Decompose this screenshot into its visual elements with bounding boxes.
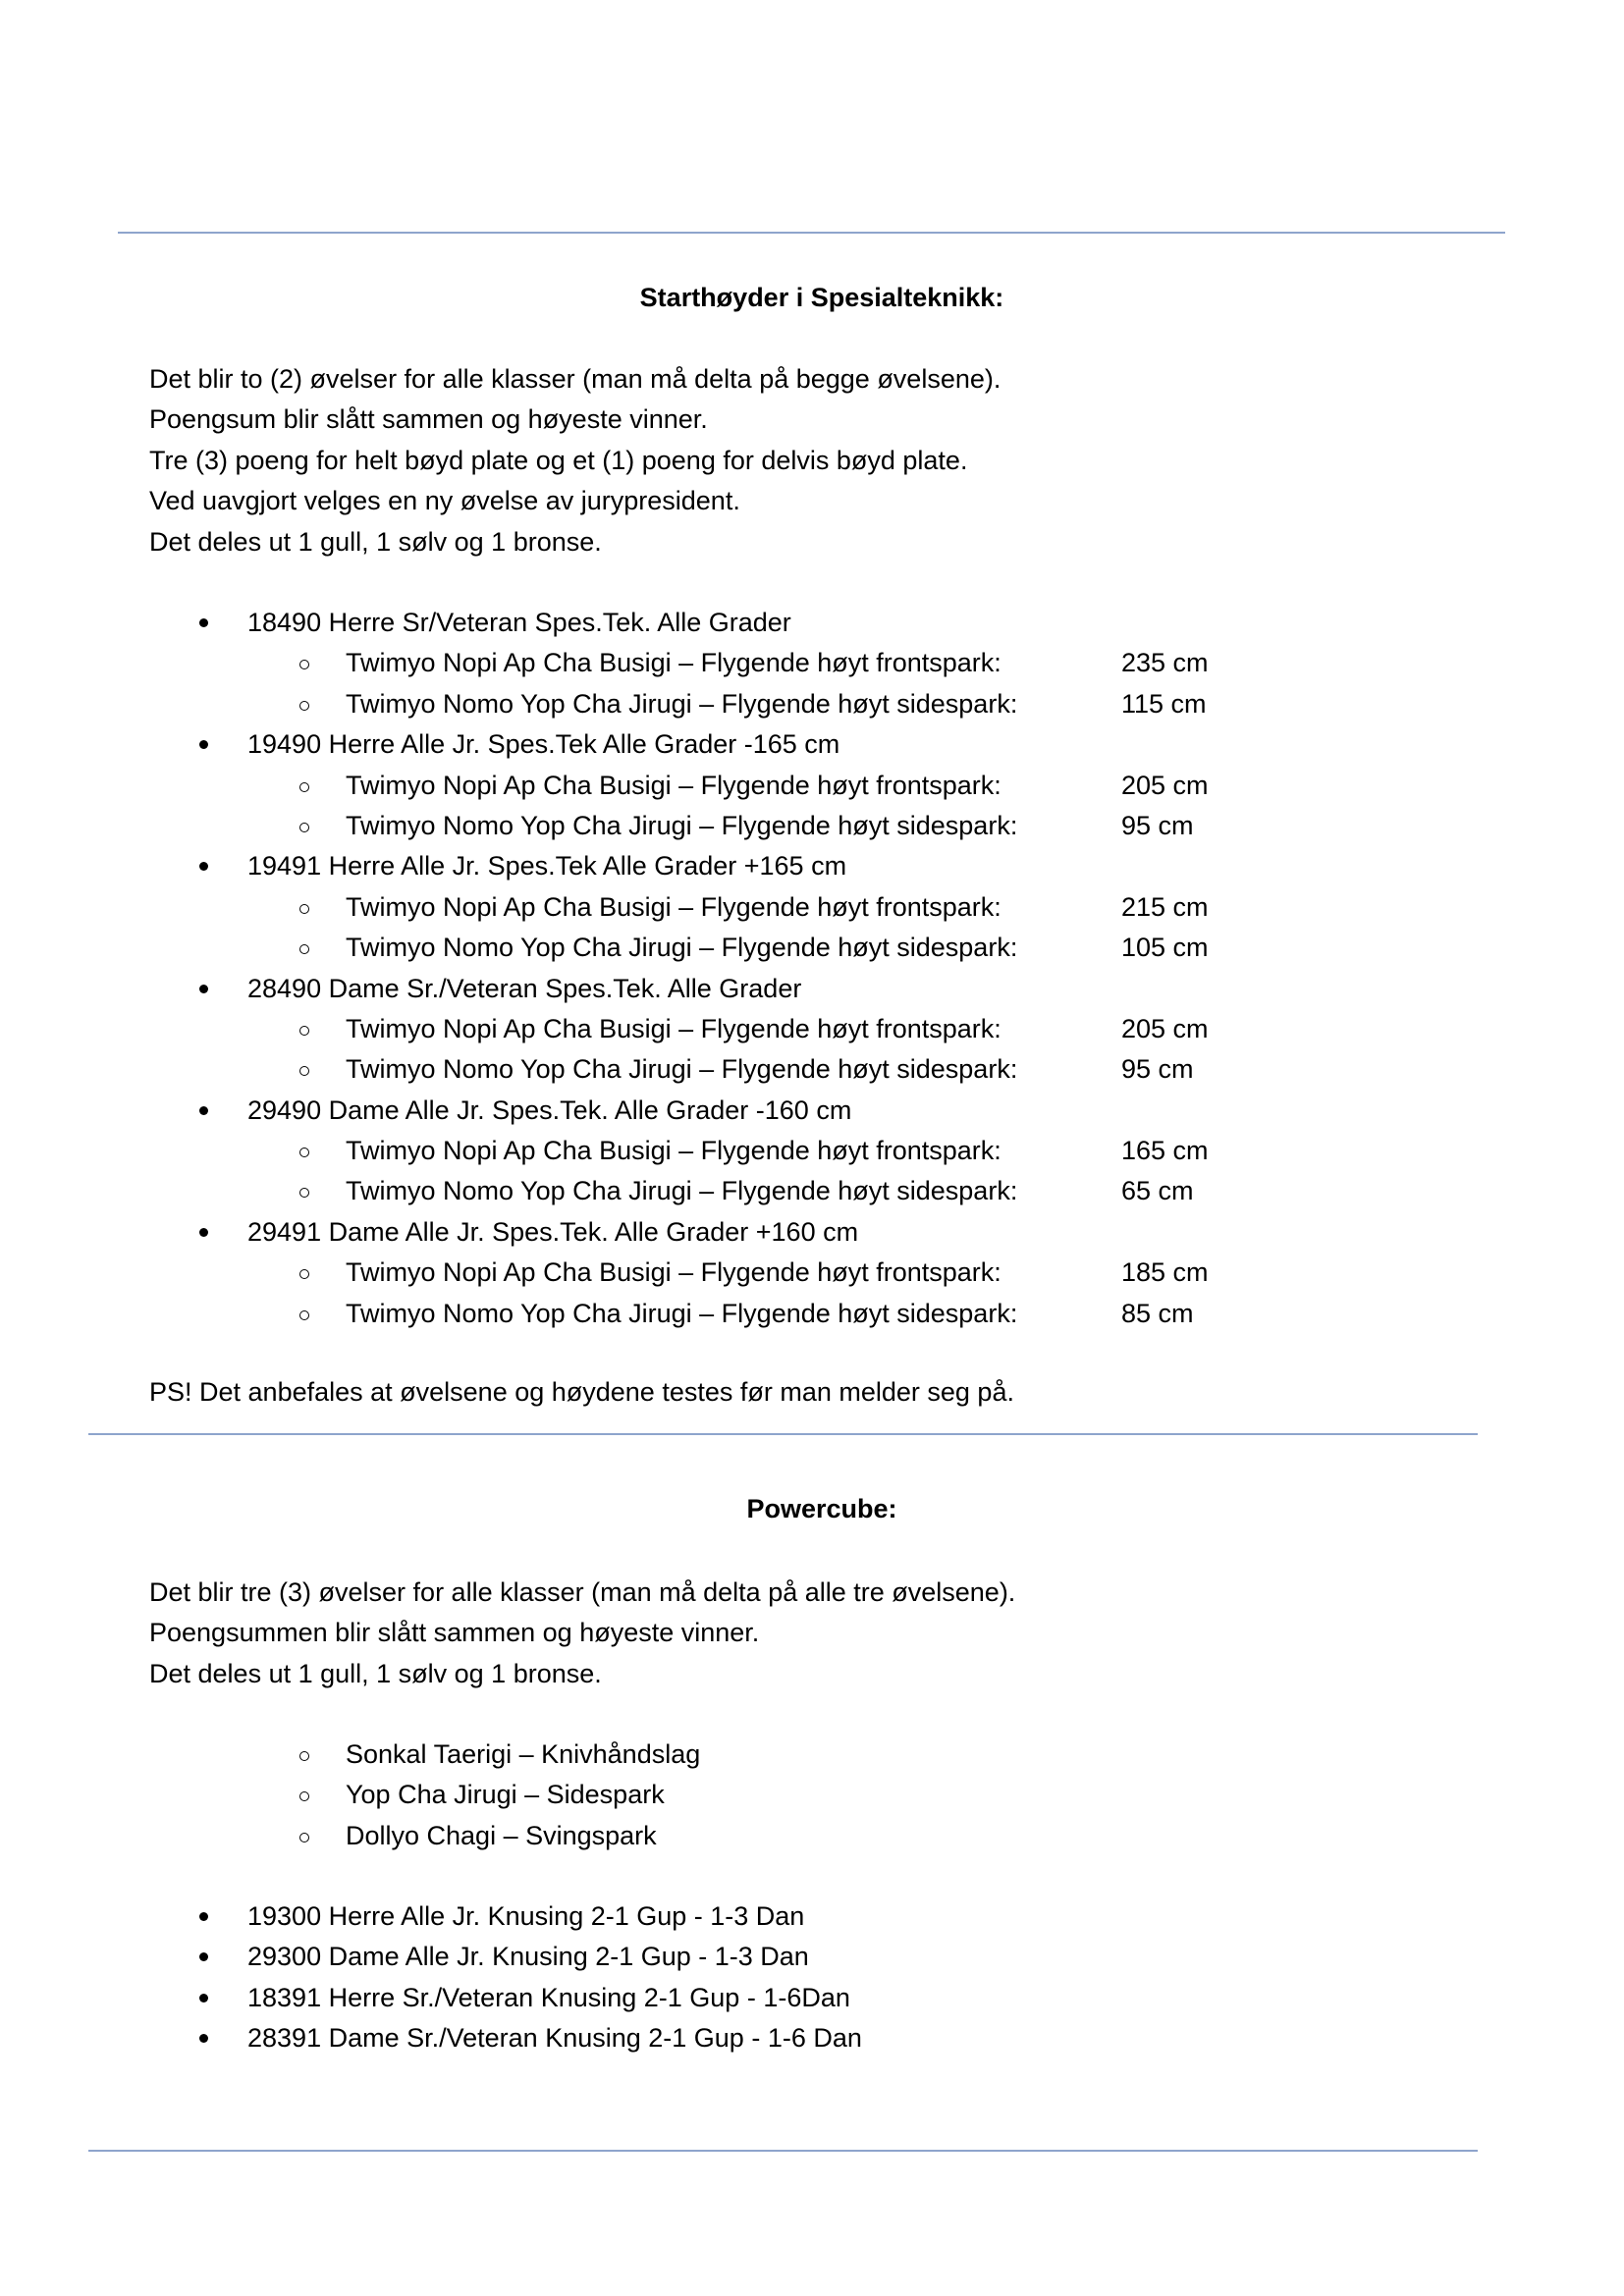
paragraph-text: Det blir to (2) øvelser for alle klasser (man må delta på begge øvelsene). — [149, 364, 1001, 394]
circle-bullet-icon — [299, 1751, 309, 1761]
circle-bullet-icon — [299, 1066, 309, 1076]
exercise-item — [0, 1253, 1624, 1293]
exercise-name: Twimyo Nopi Ap Cha Busigi – Flygende høyt frontspark: — [346, 891, 1001, 922]
class-label: 28391 Dame Sr./Veteran Knusing 2-1 Gup - 1-6 Dan — [247, 2023, 862, 2054]
start-height: 85 cm — [1121, 1298, 1194, 1328]
paragraph-text: Poengsummen blir slått sammen og høyeste vinner. — [149, 1618, 760, 1648]
circle-bullet-icon — [299, 1310, 309, 1320]
exercise-name: Yop Cha Jirugi – Sidespark — [346, 1780, 665, 1810]
divider-top — [118, 232, 1505, 234]
class-label: 18490 Herre Sr/Veteran Spes.Tek. Alle Grader — [247, 608, 791, 637]
bullet-icon — [199, 1994, 208, 2002]
paragraph-text: Ved uavgjort velges en ny øvelse av jurypresident. — [149, 486, 740, 516]
exercise-item — [0, 928, 1624, 968]
class-label: 29300 Dame Alle Jr. Knusing 2-1 Gup - 1-3 Dan — [247, 1942, 809, 1972]
class-item — [0, 1212, 1624, 1253]
circle-bullet-icon — [299, 823, 309, 832]
start-height: 165 cm — [1121, 1136, 1209, 1166]
start-height: 95 cm — [1121, 810, 1194, 840]
paragraph-text: Poengsum blir slått sammen og høyeste vinner. — [149, 404, 708, 435]
paragraph-line — [0, 481, 1624, 521]
exercise-item — [0, 1816, 1624, 1856]
bullet-icon — [199, 740, 208, 749]
exercise-name: Sonkal Taerigi – Knivhåndslag — [346, 1739, 701, 1769]
class-label: 28490 Dame Sr./Veteran Spes.Tek. Alle Grader — [247, 973, 802, 1003]
exercise-item — [0, 806, 1624, 846]
class-item — [0, 846, 1624, 886]
paragraph-text: Det deles ut 1 gull, 1 sølv og 1 bronse. — [149, 1658, 602, 1688]
class-label: 19491 Herre Alle Jr. Spes.Tek Alle Grader +165 cm — [247, 851, 847, 881]
exercise-item — [0, 766, 1624, 806]
exercise-item — [0, 1775, 1624, 1815]
exercise-item — [0, 1294, 1624, 1334]
class-item — [0, 1896, 1624, 1937]
paragraph-text: Det blir tre (3) øvelser for alle klasser (man må delta på alle tre øvelsene). — [149, 1577, 1016, 1607]
circle-bullet-icon — [299, 782, 309, 792]
bullet-icon — [199, 1106, 208, 1115]
class-label: 19490 Herre Alle Jr. Spes.Tek Alle Grader -165 cm — [247, 729, 840, 760]
circle-bullet-icon — [299, 701, 309, 711]
section1-class-list — [0, 603, 1624, 1334]
exercise-name: Twimyo Nopi Ap Cha Busigi – Flygende høyt frontspark: — [346, 648, 1001, 678]
divider-bottom — [88, 2150, 1478, 2152]
bullet-icon — [199, 618, 208, 627]
class-item — [0, 1091, 1624, 1131]
section2-paragraph — [0, 1573, 1624, 1694]
bullet-icon — [199, 985, 208, 993]
exercise-name: Twimyo Nomo Yop Cha Jirugi – Flygende høyt sidespark: — [346, 1176, 1018, 1206]
circle-bullet-icon — [299, 1791, 309, 1801]
circle-bullet-icon — [299, 1026, 309, 1036]
bullet-icon — [199, 1952, 208, 1961]
exercise-item — [0, 684, 1624, 724]
paragraph-line — [0, 400, 1624, 440]
bullet-icon — [199, 862, 208, 871]
class-label: 29490 Dame Alle Jr. Spes.Tek. Alle Grader -160 cm — [247, 1095, 852, 1125]
class-label: 18391 Herre Sr./Veteran Knusing 2-1 Gup - 1-6Dan — [247, 1982, 850, 2012]
class-item — [0, 2018, 1624, 2058]
class-item — [0, 969, 1624, 1009]
exercise-name: Twimyo Nopi Ap Cha Busigi – Flygende høyt frontspark: — [346, 770, 1001, 800]
powercube-exercise-list — [0, 1735, 1624, 1856]
exercise-name: Twimyo Nomo Yop Cha Jirugi – Flygende høyt sidespark: — [346, 933, 1018, 963]
section-title-powercube: Powercube: — [746, 1494, 897, 1523]
paragraph-line — [0, 441, 1624, 481]
start-height: 235 cm — [1121, 648, 1209, 678]
paragraph-line — [0, 1613, 1624, 1653]
section1-ps — [0, 1372, 1624, 1413]
paragraph-line — [0, 359, 1624, 400]
start-height: 205 cm — [1121, 1013, 1209, 1043]
exercise-item — [0, 1049, 1624, 1090]
ps-note: PS! Det anbefales at øvelsene og høydene testes før man melder seg på. — [149, 1377, 1014, 1407]
class-item — [0, 1937, 1624, 1977]
start-height: 105 cm — [1121, 933, 1209, 963]
paragraph-text: Det deles ut 1 gull, 1 sølv og 1 bronse. — [149, 526, 602, 557]
exercise-name: Twimyo Nomo Yop Cha Jirugi – Flygende høyt sidespark: — [346, 810, 1018, 840]
start-height: 205 cm — [1121, 770, 1209, 800]
circle-bullet-icon — [299, 944, 309, 954]
bullet-icon — [199, 1228, 208, 1237]
exercise-name: Twimyo Nomo Yop Cha Jirugi – Flygende høyt sidespark: — [346, 1298, 1018, 1328]
start-height: 65 cm — [1121, 1176, 1194, 1206]
exercise-item — [0, 1131, 1624, 1171]
class-item — [0, 603, 1624, 643]
section-title-spesialteknikk: Starthøyder i Spesialteknikk: — [639, 283, 1004, 312]
circle-bullet-icon — [299, 1269, 309, 1279]
class-item — [0, 724, 1624, 765]
bullet-icon — [199, 2034, 208, 2043]
circle-bullet-icon — [299, 660, 309, 669]
exercise-item — [0, 1009, 1624, 1049]
circle-bullet-icon — [299, 1148, 309, 1157]
exercise-name: Dollyo Chagi – Svingspark — [346, 1820, 657, 1850]
paragraph-line — [0, 1654, 1624, 1694]
exercise-name: Twimyo Nomo Yop Cha Jirugi – Flygende høyt sidespark: — [346, 1054, 1018, 1085]
paragraph-text: Tre (3) poeng for helt bøyd plate og et (1) poeng for delvis bøyd plate. — [149, 445, 968, 475]
exercise-item — [0, 1735, 1624, 1775]
exercise-name: Twimyo Nomo Yop Cha Jirugi – Flygende høyt sidespark: — [346, 688, 1018, 719]
circle-bullet-icon — [299, 1833, 309, 1842]
class-label: 19300 Herre Alle Jr. Knusing 2-1 Gup - 1-3 Dan — [247, 1901, 805, 1931]
section1-paragraph — [0, 359, 1624, 562]
powercube-class-list — [0, 1896, 1624, 2059]
class-item — [0, 1978, 1624, 2018]
class-label: 29491 Dame Alle Jr. Spes.Tek. Alle Grader +160 cm — [247, 1216, 859, 1247]
exercise-item — [0, 887, 1624, 928]
circle-bullet-icon — [299, 1188, 309, 1198]
paragraph-line — [0, 1573, 1624, 1613]
paragraph-line — [0, 522, 1624, 562]
exercise-item — [0, 643, 1624, 683]
exercise-name: Twimyo Nopi Ap Cha Busigi – Flygende høyt frontspark: — [346, 1257, 1001, 1288]
circle-bullet-icon — [299, 904, 309, 914]
start-height: 215 cm — [1121, 891, 1209, 922]
start-height: 115 cm — [1121, 688, 1207, 719]
exercise-name: Twimyo Nopi Ap Cha Busigi – Flygende høyt frontspark: — [346, 1136, 1001, 1166]
divider-middle — [88, 1433, 1478, 1435]
start-height: 95 cm — [1121, 1054, 1194, 1085]
bullet-icon — [199, 1912, 208, 1921]
exercise-name: Twimyo Nopi Ap Cha Busigi – Flygende høyt frontspark: — [346, 1013, 1001, 1043]
exercise-item — [0, 1171, 1624, 1211]
start-height: 185 cm — [1121, 1257, 1209, 1288]
